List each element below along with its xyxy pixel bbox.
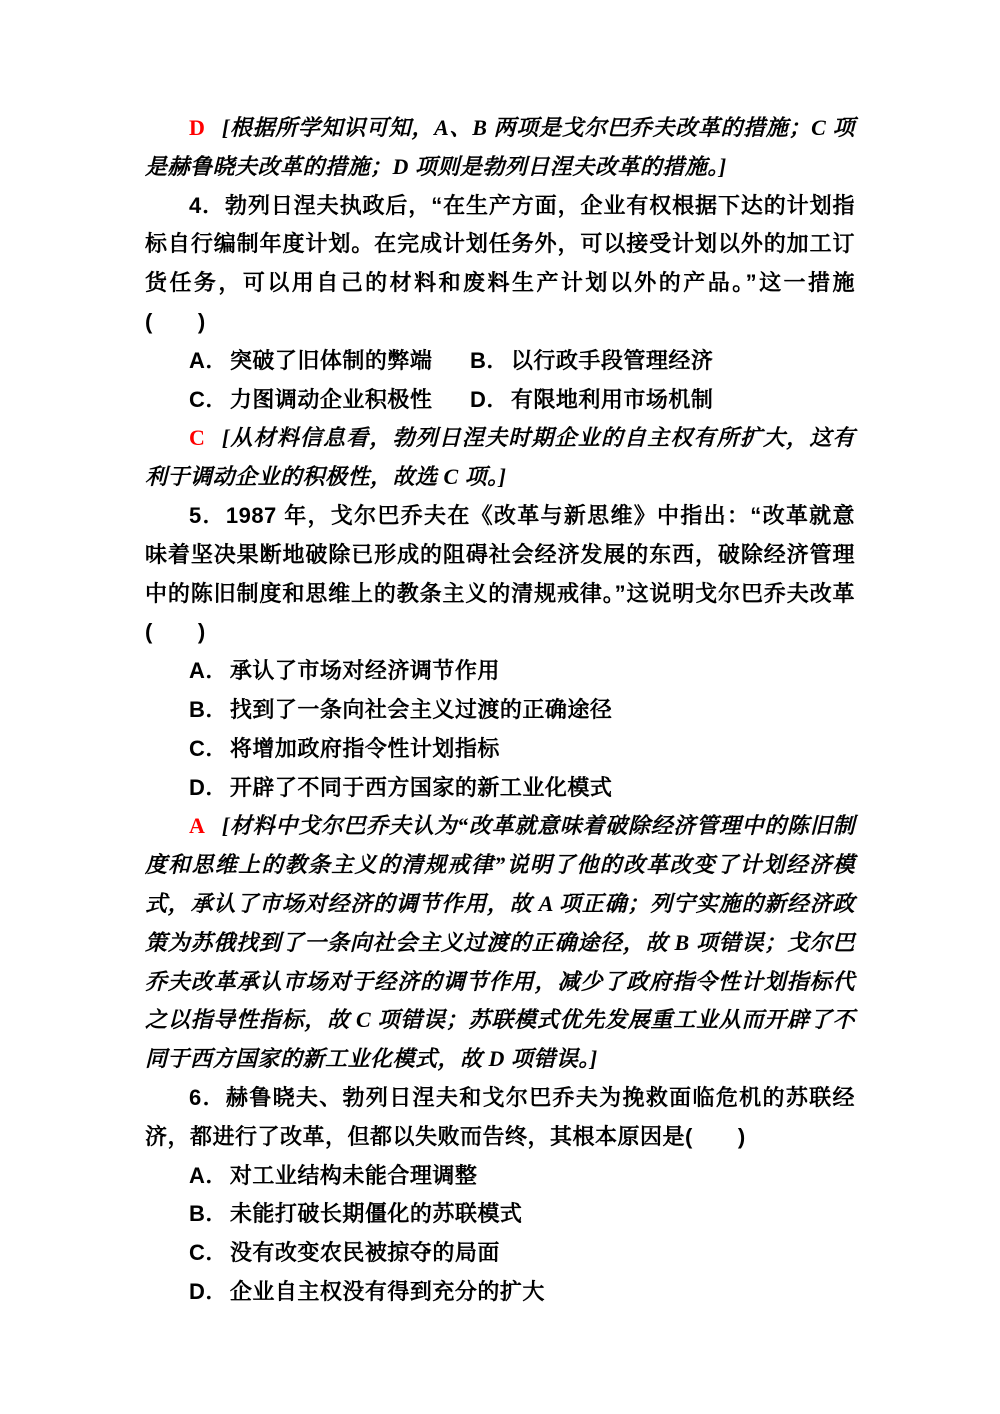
option-item-q6-c [145,1234,855,1273]
page-content [145,109,855,1312]
answer-text-q4: [从材料信息看，勃列日涅夫时期企业的自主权有所扩大，这有利于调动企业的积极性，故选 C 项。] [145,425,855,490]
option-label-q4-a: A． [189,347,228,373]
option-label-q5-d: D． [189,774,228,800]
option-item-q4-a [189,342,470,381]
option-text-q5-a: 承认了市场对经济调节作用 [229,658,500,684]
question-5-number: 5． [189,502,226,528]
option-label-q5-c: C． [189,735,228,761]
answer-explanation-q3 [145,109,855,187]
question-5-stem [145,497,855,652]
option-item-q5-d [145,769,855,808]
answer-letter-q5: A [189,813,206,839]
option-text-q5-c: 将增加政府指令性计划指标 [229,735,500,761]
answer-letter-q3: D [189,115,206,140]
option-label-q6-b: B． [189,1201,228,1227]
answer-text-q5: [材料中戈尔巴乔夫认为“改革就意味着破除经济管理中的陈旧制度和思维上的教条主义的清规戒律”说明了他的改革改变了计划经济模式，承认了市场对经济的调节作用，故 A 项正确；列宁实施的新经济政策为苏俄找到了一条向社会主义过渡的正确途径，故 B 项错误；戈尔巴乔夫改革承认市场对于经济的调节作用，减少了政府指令性计划指标代之以指导性指标，故 C 项错误；苏联模式优先发展重工业从而开辟了不同于西方国家的新工业化模式，故 D 项错误。] [145,813,855,1072]
question-4-options-row-2 [145,381,855,420]
option-item-q6-b [145,1195,855,1234]
question-4-text: 勃列日涅夫执政后，“在生产方面，企业有权根据下达的计划指标自行编制年度计划。在完成计划任务外，可以接受计划以外的加工订货任务，可以用自己的材料和废料生产计划以外的产品。”这一措施( ) [145,192,855,334]
option-label-q4-b: B． [470,347,509,373]
option-item-q5-a [145,652,855,691]
option-item-q6-d [145,1273,855,1312]
answer-explanation-q5 [145,807,855,1079]
option-label-q5-a: A． [189,658,228,684]
question-6-number: 6． [189,1084,226,1110]
option-text-q6-c: 没有改变农民被掠夺的局面 [229,1240,500,1266]
option-text-q6-b: 未能打破长期僵化的苏联模式 [229,1201,523,1227]
option-text-q5-b: 找到了一条向社会主义过渡的正确途径 [229,696,613,722]
answer-text-q3: [根据所学知识可知，A、B 两项是戈尔巴乔夫改革的措施；C 项是赫鲁晓夫改革的措施；D 项则是勃列日涅夫改革的措施。] [145,115,855,179]
option-text-q4-d: 有限地利用市场机制 [510,386,714,412]
question-6-text: 赫鲁晓夫、勃列日涅夫和戈尔巴乔夫为挽救面临危机的苏联经济，都进行了改革，但都以失败而告终，其根本原因是( ) [145,1084,855,1149]
answer-explanation-q4 [145,419,855,497]
option-label-q6-d: D． [189,1278,228,1304]
option-label-q5-b: B． [189,696,228,722]
option-label-q4-c: C． [189,386,228,412]
option-text-q6-d: 企业自主权没有得到充分的扩大 [229,1278,545,1304]
option-item-q4-b [470,348,713,373]
option-item-q5-c [145,730,855,769]
option-text-q4-b: 以行政手段管理经济 [510,347,714,373]
option-item-q4-c [189,381,470,420]
option-text-q4-c: 力图调动企业积极性 [229,386,433,412]
question-4-number: 4． [189,192,226,218]
option-item-q6-a [145,1157,855,1196]
answer-letter-q4: C [189,425,206,451]
question-4-options-row-1 [145,342,855,381]
option-item-q5-b [145,691,855,730]
option-text-q5-d: 开辟了不同于西方国家的新工业化模式 [229,774,613,800]
option-label-q6-c: C． [189,1240,228,1266]
question-6-stem [145,1079,855,1157]
option-text-q6-a: 对工业结构未能合理调整 [229,1162,478,1188]
option-label-q4-d: D． [470,386,509,412]
option-text-q4-a: 突破了旧体制的弊端 [229,347,433,373]
question-5-text: 1987 年，戈尔巴乔夫在《改革与新思维》中指出：“改革就意味着坚决果断地破除已形成的阻碍社会经济发展的东西，破除经济管理中的陈旧制度和思维上的教条主义的清规戒律。”这说明戈尔巴乔夫改革( ) [145,502,855,645]
option-item-q4-d [470,387,713,412]
option-label-q6-a: A． [189,1162,228,1188]
question-4-stem [145,187,855,342]
